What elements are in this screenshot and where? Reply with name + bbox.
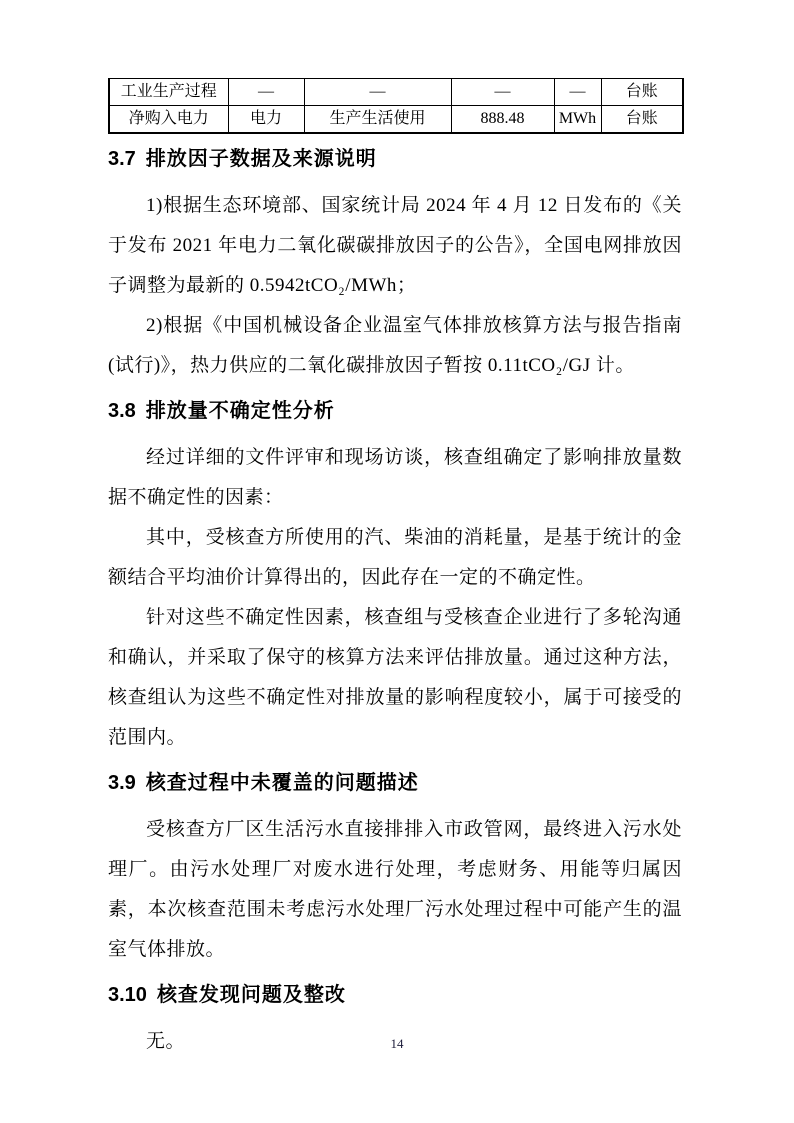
table-cell: 工业生产过程 (109, 79, 228, 106)
section-number: 3.7 (108, 148, 136, 170)
table-cell: 888.48 (451, 106, 554, 134)
paragraph: 经过详细的文件评审和现场访谈，核查组确定了影响排放量数据不确定性的因素： (108, 447, 682, 508)
table-cell: MWh (554, 106, 601, 134)
section-title: 核查过程中未覆盖的问题描述 (145, 772, 419, 794)
paragraph: 2)根据《中国机械设备企业温室气体排放核算方法与报告指南(试行)》，热力供应的二氧化碳排放因子暂按 0.11tCO₂/GJ 计。 (108, 315, 682, 376)
paragraph: 针对这些不确定性因素，核查组与受核查企业进行了多轮沟通和确认，并采取了保守的核算方法来评估排放量。通过这种方法，核查组认为这些不确定性对排放量的影响程度较小，属于可接受的范围内。 (108, 607, 682, 748)
page-number: 14 (390, 1036, 404, 1051)
table-cell: — (554, 79, 601, 106)
section-number: 3.9 (108, 772, 136, 794)
section-heading-3-9 (108, 768, 682, 798)
table-cell: — (451, 79, 554, 106)
table-row-industrial-process (109, 79, 683, 106)
table-cell: 台账 (601, 79, 683, 106)
paragraph: 受核查方厂区生活污水直接排排入市政管网，最终进入污水处理厂。由污水处理厂对废水进行处理，考虑财务、用能等归属因素，本次核查范围未考虑污水处理厂污水处理过程中可能产生的温室气体排放。 (108, 819, 682, 960)
section-number: 3.8 (108, 400, 136, 422)
section-heading-3-8 (108, 396, 682, 426)
section-title: 排放量不确定性分析 (145, 400, 335, 422)
table-cell: — (228, 79, 304, 106)
table-cell: — (304, 79, 451, 106)
table-cell: 电力 (228, 106, 304, 134)
paragraph: 其中，受核查方所使用的汽、柴油的消耗量，是基于统计的金额结合平均油价计算得出的，因此存在一定的不确定性。 (108, 527, 682, 588)
section-title: 排放因子数据及来源说明 (145, 148, 377, 170)
table-row-net-purchased-electricity (109, 106, 683, 134)
section-heading-3-10 (108, 980, 682, 1010)
section-heading-3-7 (108, 144, 682, 174)
paragraph: 1)根据生态环境部、国家统计局 2024 年 4 月 12 日发布的《关于发布 2021 年电力二氧化碳碳排放因子的公告》，全国电网排放因子调整为最新的 0.5942tCO₂/MWh； (108, 195, 682, 296)
table-cell: 净购入电力 (109, 106, 228, 134)
section-number: 3.10 (108, 984, 147, 1006)
table-cell: 生产生活使用 (304, 106, 451, 134)
section-title: 核查发现问题及整改 (156, 984, 346, 1006)
page-content (108, 78, 682, 1062)
table-cell: 台账 (601, 106, 683, 134)
paragraph: 无。 (146, 1031, 186, 1052)
emissions-data-table (108, 78, 684, 134)
